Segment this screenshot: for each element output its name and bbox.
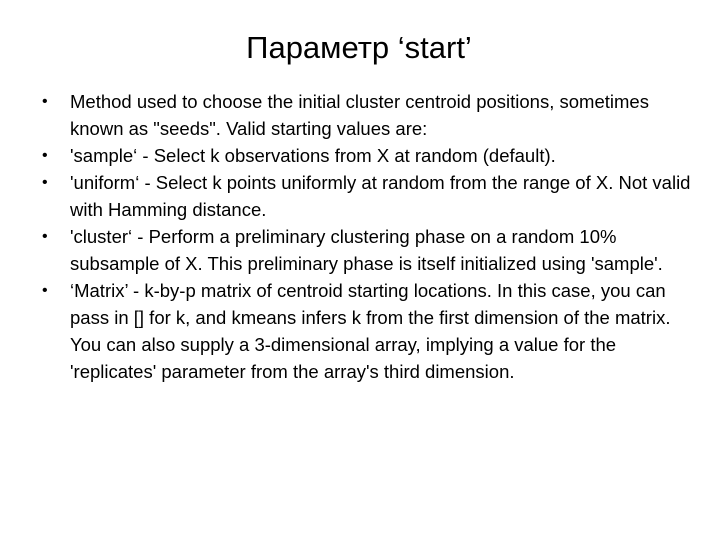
bullet-item bbox=[38, 142, 698, 169]
slide-title: Параметр ‘start’ bbox=[246, 30, 472, 65]
bullet-text: 'uniform‘ - Select k points uniformly at random from the range of X. Not valid with Hamming distance. bbox=[70, 172, 691, 220]
bullet-icon: • bbox=[42, 228, 48, 245]
bullet-list bbox=[38, 88, 698, 385]
bullet-icon: • bbox=[42, 174, 48, 191]
bullet-text: ‘Matrix’ - k-by-p matrix of centroid starting locations. In this case, you can pass in [] for k, and kmeans infers k from the first dimension of the matrix. You can also supply a 3-dimensional array, implying a value for the 'replicates' parameter from the array's third dimension. bbox=[70, 280, 671, 382]
bullet-text: 'sample‘ - Select k observations from X at random (default). bbox=[70, 145, 556, 166]
bullet-item bbox=[38, 169, 698, 223]
bullet-item bbox=[38, 277, 698, 385]
bullet-item bbox=[38, 88, 698, 142]
bullet-icon: • bbox=[42, 147, 48, 164]
bullet-icon: • bbox=[42, 282, 48, 299]
bullet-text: Method used to choose the initial cluster centroid positions, sometimes known as "seeds". Valid starting values are: bbox=[70, 91, 649, 139]
bullet-text: 'cluster‘ - Perform a preliminary clustering phase on a random 10% subsample of X. This preliminary phase is itself initialized using 'sample'. bbox=[70, 226, 663, 274]
bullet-item bbox=[38, 223, 698, 277]
bullet-icon: • bbox=[42, 93, 48, 110]
